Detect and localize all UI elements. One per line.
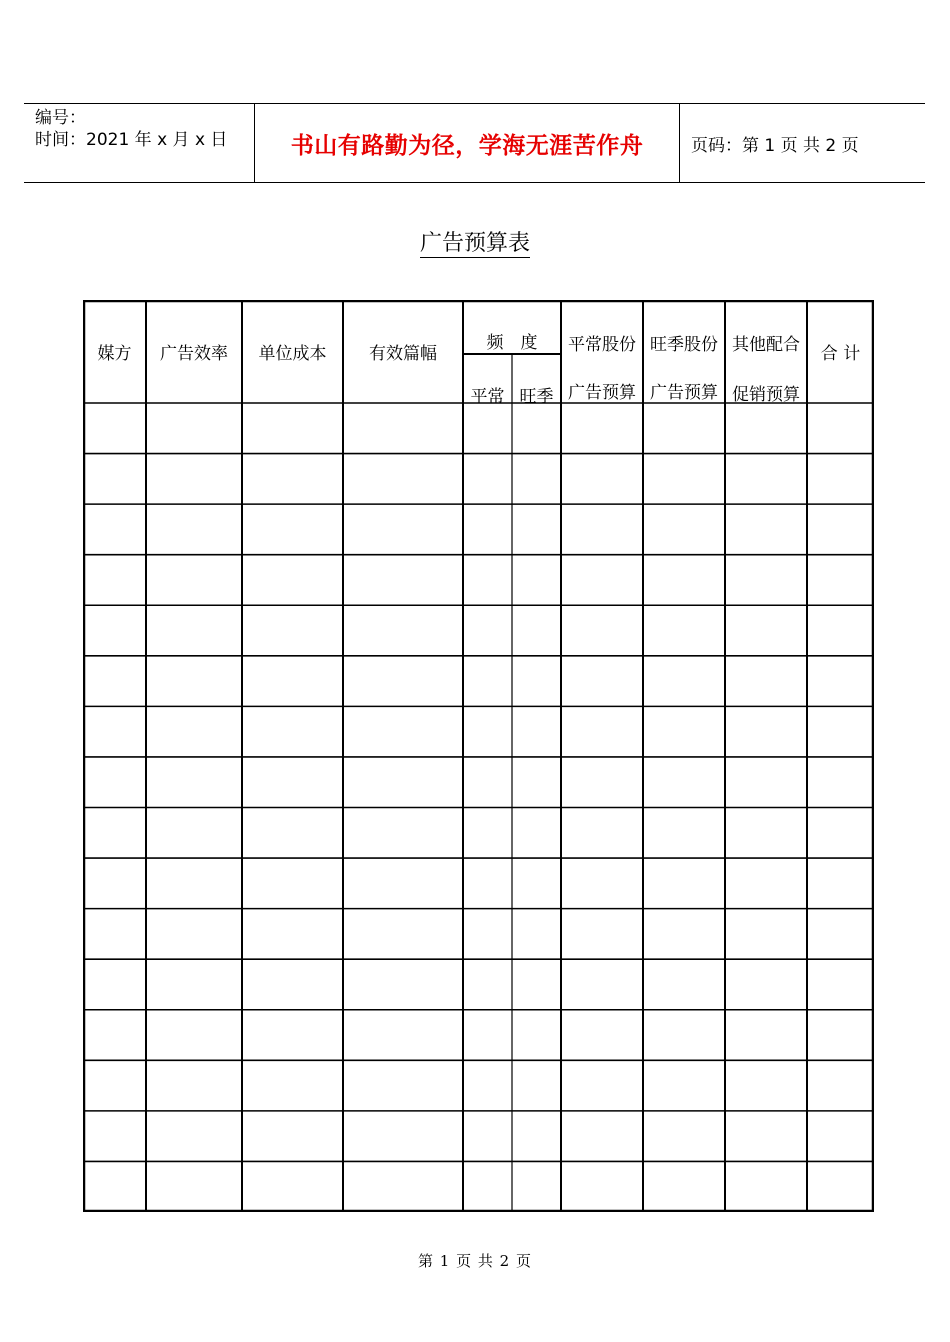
col-header-normal-budget: 广告预算: [568, 382, 636, 403]
col-header-unit-cost: 单位成本: [258, 344, 327, 364]
date-label: 时间：2021 年 x 月 x 日: [35, 130, 228, 150]
budget-table: [83, 300, 874, 1212]
motto-text: 书山有路勤为径，学海无涯苦作舟: [290, 132, 644, 159]
document-title-text: 广告预算表: [419, 231, 530, 256]
col-header-efficiency: 广告效率: [160, 344, 228, 364]
header-meta: [35, 107, 227, 151]
col-header-freq-peak: 旺季: [519, 386, 554, 407]
page-header: [24, 103, 925, 183]
col-header-effective-space: 有效篇幅: [369, 344, 437, 364]
col-header-normal-share: 平常股份: [568, 334, 636, 355]
col-header-freq-normal: 平常: [470, 386, 505, 407]
col-header-total: 合 计: [820, 344, 861, 364]
footer-page-number: 第 1 页 共 2 页: [418, 1252, 532, 1270]
col-header-peak-budget: 广告预算: [650, 382, 718, 403]
col-header-other-promo: 其他配合: [732, 334, 800, 355]
col-header-media: 媒方: [97, 344, 132, 364]
page-number-info: 页码：第 1 页 共 2 页: [691, 135, 859, 156]
col-header-frequency: 频 度: [486, 332, 538, 353]
col-header-promo-budget: 促销预算: [732, 384, 800, 405]
serial-number-label: 编号：: [35, 108, 86, 128]
header-divider: [679, 104, 680, 182]
table-grid: [83, 300, 874, 1212]
document-title: [0, 226, 950, 257]
col-header-peak-share: 旺季股份: [650, 334, 718, 355]
